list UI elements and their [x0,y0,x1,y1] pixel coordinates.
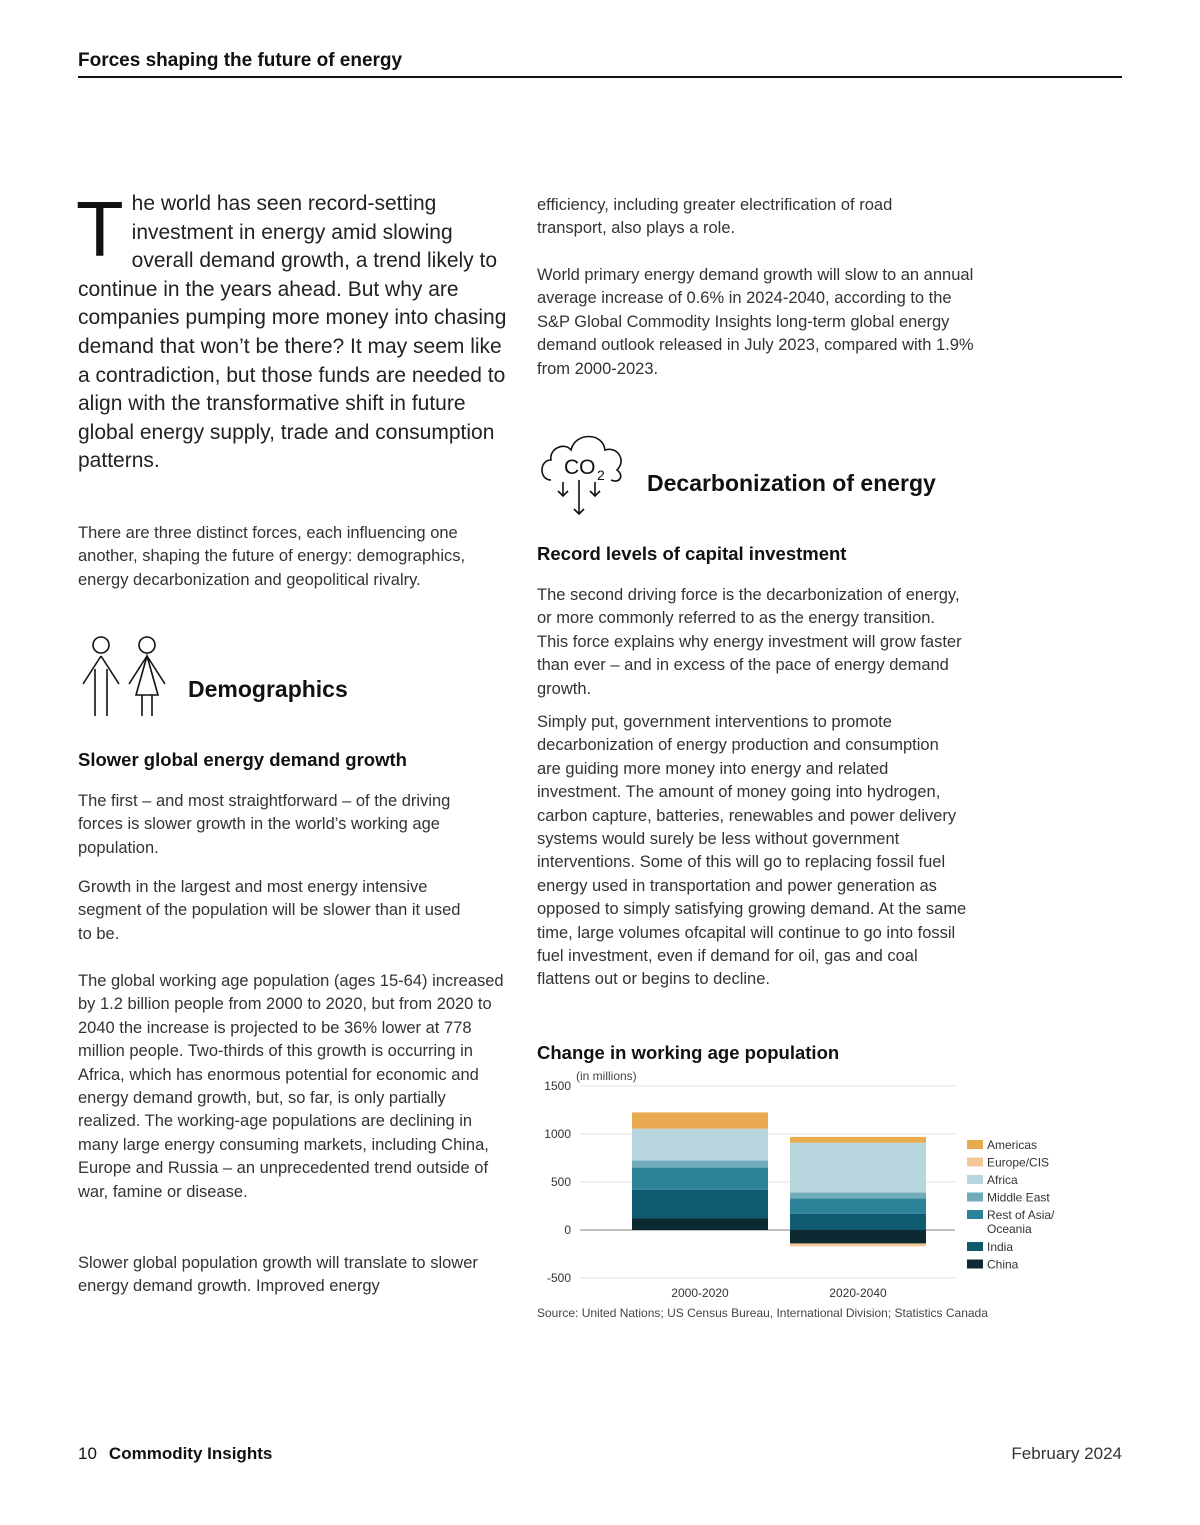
bar-segment-china-2000-2020 [632,1218,768,1230]
legend-label: Europe/CIS [987,1155,1050,1170]
bar-segment-europe-cis-2020-2040 [790,1243,926,1246]
demand-subheading: Slower global energy demand growth [78,749,407,770]
bar-segment-americas-2000-2020 [632,1112,768,1128]
intro-paragraph [76,185,508,476]
demographics-paragraph-3: The global working age population (ages 15-64) increased by 1.2 billion people from 2000 to 2020, but from 2020 to 2040 the increase is projected to be 36% lower at 778 million people. Two-thirds of this growth is occurring in Africa, which has enormous potential for economic and energy demand growth, but, so far, is only partially realized. The working-age populations are declining in many large energy consuming markets, including China, Europe and Russia – an unprecedented trend outside of war, famine or disease. [78,972,504,1201]
legend-swatch [967,1242,983,1251]
bar-segment-china-2020-2040 [790,1230,926,1243]
footer-date: February 2024 [1011,1444,1122,1463]
demographics-people-icon [78,632,170,722]
x-tick-label: 2000-2020 [671,1286,729,1300]
demographics-heading: Demographics [188,676,348,702]
co2-label: CO [564,456,596,479]
bar-segment-india-2020-2040 [790,1214,926,1230]
y-tick-label: 500 [550,1175,571,1189]
footer-brand: Commodity Insights [108,1444,273,1463]
intro-text: he world has seen record-setting investment in energy amid slowing overall demand growth, a trend likely to continue in the years ahead. But why are companies pumping more money into chasing demand that won’t be there? It may seem like a contradiction, but those funds are needed to align with the transformative shift in future global energy supply, trade and consumption patterns. [78,192,507,473]
legend-swatch [967,1175,983,1184]
drop-cap: T [76,185,124,273]
legend-label: Middle East [987,1190,1050,1205]
demographics-paragraph-2: Growth in the largest and most energy intensive segment of the population will be slower than it used to be. [78,878,461,943]
chart-title: Change in working age population [537,1042,840,1063]
legend-swatch [967,1260,983,1269]
outlook-paragraph: World primary energy demand growth will slow to an annual average increase of 0.6% in 2024-2040, according to the S&P Global Commodity Insights long-term global energy demand outlook released in July 2023, compared with 1.9% from 2000-2023. [537,266,974,378]
page-number: 10 [78,1444,97,1463]
legend-label-cont: Oceania [987,1222,1032,1236]
y-axis-unit-label: (in millions) [576,1069,637,1083]
decarbonization-paragraph-2: Simply put, government interventions to promote decarbonization of energy production and consumption are guiding more money into energy and related investment. The amount of money going into hydrogen, carbon capture, batteries, renewables and power delivery systems would surely be less without government interventions. Some of this will go to replacing fossil fuel energy used in transportation and power generation as opposed to simply satisfying growing demand. At the same time, large volumes ofcapital will continue to go into fossil fuel investment, even if demand for oil, gas and coal flattens out or begins to decline. [537,713,967,989]
bar-segment-rest-of-asia-oceania-2020-2040 [790,1198,926,1213]
header-divider [78,76,1122,78]
bar-segment-rest-of-asia-oceania-2000-2020 [632,1168,768,1190]
bar-segment-middle-east-2020-2040 [790,1193,926,1199]
legend-swatch [967,1210,983,1219]
demographics-paragraph-1: The first – and most straightforward – of the driving forces is slower growth in the world’s working age population. [78,792,451,857]
legend-swatch [967,1158,983,1167]
decarbonization-paragraph-1: The second driving force is the decarbonization of energy, or more commonly referred to as the energy transition. This force explains why energy investment will grow faster than ever – and in excess of the pace of energy demand growth. [537,586,962,698]
legend-label: India [987,1240,1014,1254]
bar-segment-india-2000-2020 [632,1190,768,1219]
bar-segment-americas-2020-2040 [790,1137,926,1143]
capital-subheading: Record levels of capital investment [537,543,847,564]
efficiency-paragraph: efficiency, including greater electrification of road transport, also plays a role. [537,196,893,238]
bar-segment-middle-east-2000-2020 [632,1160,768,1167]
chart-source: Source: United Nations; US Census Bureau, International Division; Statistics Canada [537,1306,988,1320]
y-tick-label: 1000 [544,1127,571,1141]
legend-label: Americas [987,1138,1038,1152]
x-tick-label: 2020-2040 [829,1286,887,1300]
decarbonization-heading: Decarbonization of energy [647,470,936,496]
demographics-paragraph-4: Slower global population growth will translate to slower energy demand growth. Improved energy [78,1254,478,1296]
forces-paragraph: There are three distinct forces, each influencing one another, shaping the future of energy: demographics, energy decarbonization and geopolitical rivalry. [78,524,466,589]
legend-label: Africa [987,1173,1018,1187]
y-tick-label: 0 [564,1223,571,1237]
legend-swatch [967,1193,983,1202]
legend-swatch [967,1140,983,1149]
co2-cloud-icon [537,430,627,518]
legend-label: Rest of Asia/ [987,1208,1055,1222]
y-tick-label: -500 [546,1271,571,1285]
page-header-title: Forces shaping the future of energy [78,50,403,71]
y-tick-label: 1500 [544,1079,571,1093]
co2-subscript: 2 [597,467,605,483]
legend-label: China [987,1257,1019,1272]
bar-segment-africa-2000-2020 [632,1129,768,1161]
working-age-population-chart [530,1066,1100,1338]
bar-segment-africa-2020-2040 [790,1143,926,1193]
footer-left [78,1444,272,1464]
